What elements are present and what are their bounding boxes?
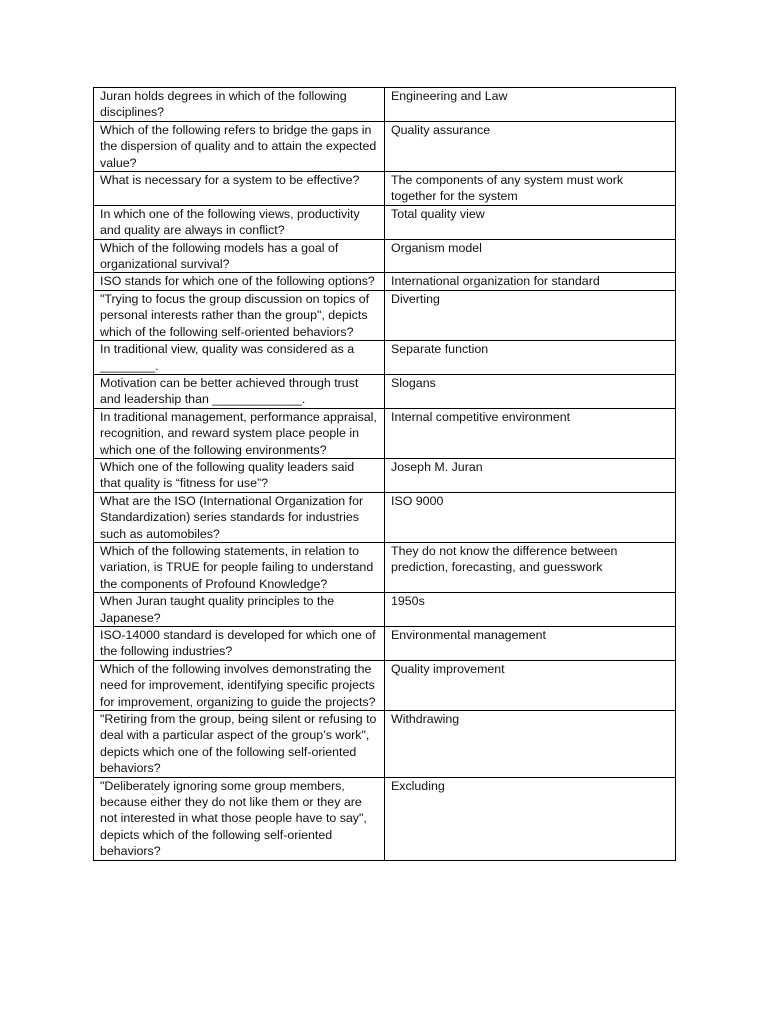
table-row [94,341,676,375]
answer-cell: Excluding [385,777,676,860]
question-cell: Which of the following models has a goal of organizational survival? [94,239,385,273]
question-cell: What is necessary for a system to be effective? [94,172,385,206]
table-row [94,542,676,592]
answer-cell: Separate function [385,341,676,375]
answer-cell: Joseph M. Juran [385,458,676,492]
question-cell: "Retiring from the group, being silent or refusing to deal with a particular aspect of the group’s work", depicts which one of the following self-oriented behaviors? [94,711,385,778]
question-cell: Juran holds degrees in which of the following disciplines? [94,88,385,122]
question-cell: Which of the following refers to bridge the gaps in the dispersion of quality and to attain the expected value? [94,121,385,171]
answer-cell: They do not know the difference between prediction, forecasting, and guesswork [385,542,676,592]
table-row [94,408,676,458]
table-row [94,273,676,290]
answer-cell: Total quality view [385,205,676,239]
question-cell: Which one of the following quality leaders said that quality is “fitness for use”? [94,458,385,492]
table-row [94,711,676,778]
table-row [94,239,676,273]
answer-cell: Withdrawing [385,711,676,778]
question-cell: In traditional view, quality was considered as a ________. [94,341,385,375]
table-row [94,374,676,408]
table-row [94,205,676,239]
question-cell: In traditional management, performance appraisal, recognition, and reward system place people in which one of the following environments? [94,408,385,458]
answer-cell: 1950s [385,593,676,627]
question-cell: What are the ISO (International Organization for Standardization) series standards for industries such as automobiles? [94,492,385,542]
question-cell: "Deliberately ignoring some group members, because either they do not like them or they are not interested in what those people have to say", depicts which of the following self-oriented behaviors? [94,777,385,860]
table-row [94,593,676,627]
table-row [94,172,676,206]
question-cell: ISO-14000 standard is developed for which one of the following industries? [94,627,385,661]
table-row [94,492,676,542]
table-row [94,121,676,171]
question-cell: In which one of the following views, productivity and quality are always in conflict? [94,205,385,239]
answer-cell: Organism model [385,239,676,273]
answer-cell: The components of any system must work together for the system [385,172,676,206]
question-cell: ISO stands for which one of the following options? [94,273,385,290]
question-cell: "Trying to focus the group discussion on topics of personal interests rather than the group", depicts which of the following self-oriented behaviors? [94,290,385,340]
question-cell: Which of the following involves demonstrating the need for improvement, identifying specific projects for improvement, organizing to guide the projects? [94,660,385,710]
table-row [94,88,676,122]
answer-cell: Engineering and Law [385,88,676,122]
answer-cell: Quality assurance [385,121,676,171]
answer-cell: International organization for standard [385,273,676,290]
question-cell: Motivation can be better achieved through trust and leadership than _____________. [94,374,385,408]
question-cell: When Juran taught quality principles to the Japanese? [94,593,385,627]
answer-cell: Diverting [385,290,676,340]
table-row [94,660,676,710]
table-row [94,290,676,340]
qa-table-body [94,88,676,861]
question-cell: Which of the following statements, in relation to variation, is TRUE for people failing to understand the components of Profound Knowledge? [94,542,385,592]
table-row [94,777,676,860]
qa-table [93,87,676,861]
answer-cell: Internal competitive environment [385,408,676,458]
answer-cell: Environmental management [385,627,676,661]
table-row [94,627,676,661]
answer-cell: Quality improvement [385,660,676,710]
table-row [94,458,676,492]
answer-cell: ISO 9000 [385,492,676,542]
answer-cell: Slogans [385,374,676,408]
